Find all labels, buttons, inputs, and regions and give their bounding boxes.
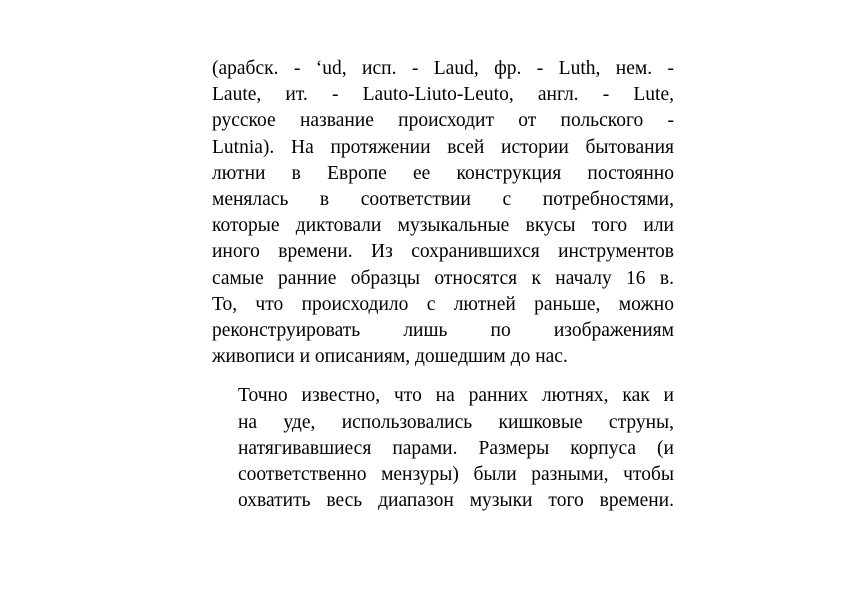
- paragraph-1: [212, 56, 674, 370]
- text-line: соответственно мензуры) были разными, чтобы: [238, 464, 674, 486]
- text-line: самые ранние образцы относятся к началу 16 в.: [212, 267, 674, 289]
- text-line: на уде, использовались кишковые струны,: [238, 411, 674, 433]
- text-line: русское название происходит от польского -: [212, 110, 674, 132]
- text-line: натягивавшиеся парами. Размеры корпуса (и: [238, 437, 674, 459]
- text-line: То, что происходило с лютней раньше, можно: [212, 293, 674, 315]
- text-line: иного времени. Из сохранившихся инструментов: [212, 241, 674, 263]
- text-line: Lutnia). На протяжении всей истории бытования: [212, 136, 674, 158]
- text-line: лютни в Европе ее конструкция постоянно: [212, 162, 674, 184]
- text-line: менялась в соответствии с потребностями,: [212, 189, 674, 211]
- text-line: Laute, ит. - Lauto-Liuto-Leuto, англ. - Lute,: [212, 84, 674, 106]
- text-line: (арабск. - ‘ud, исп. - Laud, фр. - Luth, нем. -: [212, 58, 674, 79]
- paragraph-2: [212, 383, 674, 514]
- text-line: Точно известно, что на ранних лютнях, как и: [238, 385, 674, 407]
- text-line: живописи и описаниям, дошедшим до нас.: [212, 346, 568, 368]
- text-line: которые диктовали музыкальные вкусы того или: [212, 215, 674, 237]
- body-text: [212, 56, 674, 514]
- text-line: реконструировать лишь по изображениям: [212, 320, 674, 342]
- text-line: охватить весь диапазон музыки того времени.: [238, 490, 674, 512]
